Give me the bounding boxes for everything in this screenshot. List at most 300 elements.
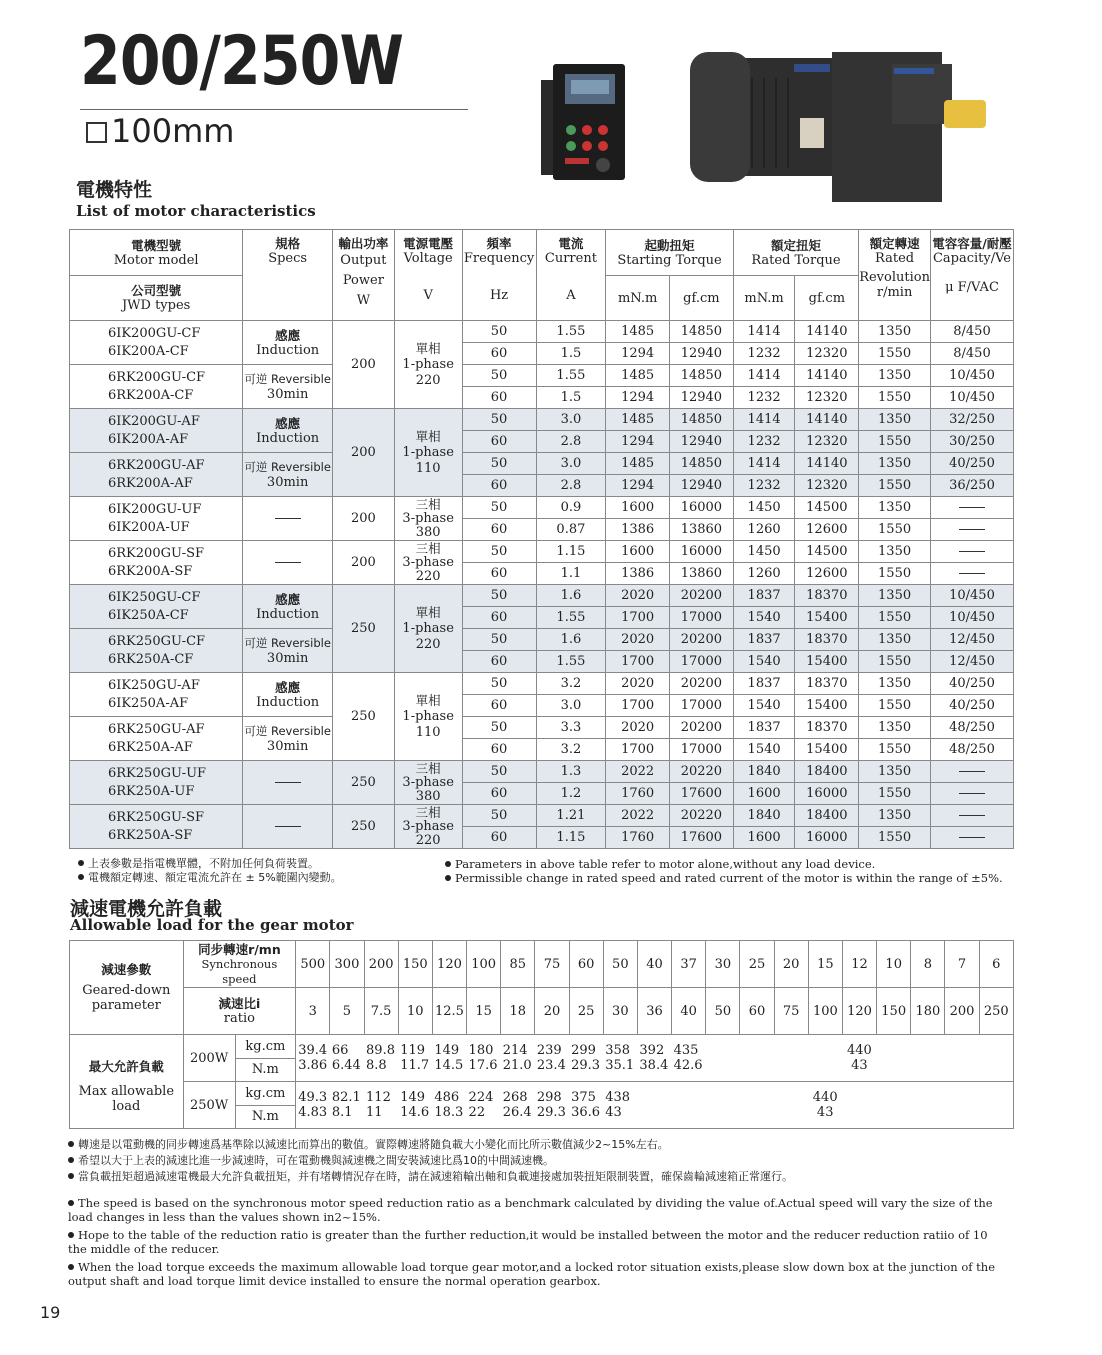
frame-size: [86, 112, 234, 150]
allowable-load-table: [69, 940, 1014, 1129]
sync-speed: 100: [467, 941, 501, 988]
gear-section-title-cn: 減速電機允許負載: [70, 898, 223, 920]
page-title: 200/250W: [80, 22, 404, 101]
capacitor: 12/450: [930, 629, 1013, 651]
data-cell: 60: [462, 563, 536, 585]
load-value: 49.3 4.83: [296, 1082, 330, 1129]
sync-speed: 6: [979, 941, 1013, 988]
capacitor: 12/450: [930, 651, 1013, 673]
data-cell: 1.21: [536, 805, 606, 827]
capacitor: 10/450: [930, 365, 1013, 387]
bullet-icon: [445, 875, 451, 881]
sync-speed: 500: [296, 941, 330, 988]
ratio: 12.5: [432, 988, 466, 1035]
capacitor: 10/450: [930, 607, 1013, 629]
gear-notes-en: The speed is based on the synchronous motor speed reduction ratio as a benchmark calculated by dividing the value of.Actual speed will vary the size of the load changes in less than the values shown in2~15%. Hope to the table of the reduction ratio is greater than the further reduction,it would be installed between the motor and the reducer reduction ratiio of 10 the middle of the reducer. When the load torque exceeds the maximum allowable load torque gear motor,and a locked rotor situation exists,please slow down box at the junction of the output shaft and load torque limit device installed to ensure the normal operation gearbox.: [68, 1196, 996, 1288]
data-cell: 0.9: [536, 497, 606, 519]
header-rated-speed: 額定轉速 Rated Revolution r/min: [859, 230, 931, 321]
data-cell: 1485: [606, 365, 670, 387]
spec: 感應 Induction: [243, 409, 333, 453]
unit-starting-gfcm: gf.cm: [670, 276, 734, 321]
load-value: 298 29.3: [535, 1082, 569, 1129]
data-cell: 1232: [733, 387, 795, 409]
spec-none: [243, 541, 333, 585]
sync-speed: 85: [501, 941, 535, 988]
motor-model: 6RK200GU-AF 6RK200A-AF: [70, 453, 243, 497]
data-cell: 12320: [795, 387, 859, 409]
data-cell: 16000: [670, 541, 734, 563]
data-cell: 1294: [606, 475, 670, 497]
output-power: 250: [332, 805, 394, 849]
header-frequency: 頻率 Frequency Hz: [462, 230, 536, 321]
load-value: 214 21.0: [501, 1035, 535, 1082]
header-rated-torque: 額定扭矩 Rated Torque: [733, 230, 858, 276]
sync-speed: 200: [364, 941, 398, 988]
load-value: 39.4 3.86: [296, 1035, 330, 1082]
data-cell: 50: [462, 453, 536, 475]
data-cell: 1837: [733, 673, 795, 695]
sync-speed: 25: [740, 941, 774, 988]
output-power: 200: [332, 409, 394, 497]
capacitor-none: [930, 805, 1013, 827]
motor-model: 6RK250GU-SF 6RK250A-SF: [70, 805, 243, 849]
header-specs: 規格 Specs: [243, 230, 333, 321]
motor-model: 6RK250GU-CF 6RK250A-CF: [70, 629, 243, 673]
spec: 可逆 Reversible 30min: [243, 629, 333, 673]
table-row: [70, 541, 1014, 563]
data-cell: 15400: [795, 651, 859, 673]
data-cell: 18370: [795, 717, 859, 739]
table-row: [70, 497, 1014, 519]
sync-speed-label: 同步轉速r/mn Synchronous speed: [183, 941, 296, 988]
table-row: [70, 453, 1014, 475]
data-cell: 60: [462, 607, 536, 629]
table-row: [70, 761, 1014, 783]
data-cell: 1.2: [536, 783, 606, 805]
data-cell: 16000: [795, 827, 859, 849]
data-cell: 1.6: [536, 585, 606, 607]
data-cell: 20220: [670, 805, 734, 827]
capacitor: 10/450: [930, 387, 1013, 409]
data-cell: 12320: [795, 431, 859, 453]
load-value: 66 6.44: [330, 1035, 364, 1082]
data-cell: 3.0: [536, 695, 606, 717]
data-cell: 1550: [859, 431, 931, 453]
ratio: 50: [706, 988, 740, 1035]
load-value: 112 11: [364, 1082, 398, 1129]
data-cell: 1540: [733, 739, 795, 761]
motor-model: 6IK250GU-CF 6IK250A-CF: [70, 585, 243, 629]
gear-section-title-en: Allowable load for the gear motor: [70, 916, 354, 934]
data-cell: 60: [462, 739, 536, 761]
data-cell: 1550: [859, 387, 931, 409]
data-cell: 20220: [670, 761, 734, 783]
capacitor: 48/250: [930, 739, 1013, 761]
data-cell: 1550: [859, 695, 931, 717]
capacitor: 40/250: [930, 453, 1013, 475]
header-motor-model: 電機型號 Motor model: [70, 230, 243, 276]
spec: 可逆 Reversible 30min: [243, 717, 333, 761]
bullet-icon: [78, 860, 84, 866]
load-value: 149 14.6: [398, 1082, 432, 1129]
spec: 感應 Induction: [243, 585, 333, 629]
data-cell: 1294: [606, 343, 670, 365]
sync-speed: 15: [808, 941, 842, 988]
data-cell: 1700: [606, 695, 670, 717]
data-cell: 12600: [795, 563, 859, 585]
sync-speed: 300: [330, 941, 364, 988]
data-cell: 1550: [859, 475, 931, 497]
voltage: 三相 3-phase 220: [394, 541, 462, 585]
data-cell: 12320: [795, 343, 859, 365]
data-cell: 2020: [606, 585, 670, 607]
data-cell: 1260: [733, 519, 795, 541]
ratio: 250: [979, 988, 1013, 1035]
data-cell: 1550: [859, 651, 931, 673]
data-cell: 50: [462, 761, 536, 783]
data-cell: 14140: [795, 409, 859, 431]
data-cell: 1550: [859, 563, 931, 585]
ratio: 7.5: [364, 988, 398, 1035]
data-cell: 12600: [795, 519, 859, 541]
data-cell: 1.3: [536, 761, 606, 783]
data-cell: 60: [462, 651, 536, 673]
data-cell: 50: [462, 629, 536, 651]
header-jwd-types: 公司型號 JWD types: [70, 276, 243, 321]
motor-model: 6IK200GU-CF 6IK200A-CF: [70, 321, 243, 365]
data-cell: 12940: [670, 431, 734, 453]
load-value: 149 14.5: [432, 1035, 466, 1082]
data-cell: 60: [462, 475, 536, 497]
data-cell: 1485: [606, 321, 670, 343]
data-cell: 1350: [859, 541, 931, 563]
motor-model: 6RK250GU-AF 6RK250A-AF: [70, 717, 243, 761]
gear-notes-cn: 轉速是以電動機的同步轉速爲基準除以減速比而算出的數值。實際轉速將隨負載大小變化而比所示數值減少2~15%左右。 希望以大于上表的減速比進一步減速時，可在電動機與減速機之間安裝減速比爲10的中間減速機。 當負載扭矩超過減速電機最大允許負載扭矩，并有堵轉情況存在時，請在減速箱輸出軸和負載連接處加裝扭矩限制裝置，確保齒輪減速箱正常運行。: [68, 1137, 1028, 1185]
data-cell: 1350: [859, 321, 931, 343]
data-cell: 1550: [859, 783, 931, 805]
data-cell: 14850: [670, 321, 734, 343]
data-cell: 60: [462, 343, 536, 365]
data-cell: 1837: [733, 629, 795, 651]
data-cell: 60: [462, 387, 536, 409]
data-cell: 50: [462, 365, 536, 387]
data-cell: 13860: [670, 519, 734, 541]
ratio: 60: [740, 988, 774, 1035]
data-cell: 1700: [606, 651, 670, 673]
ratio-label: 減速比i ratio: [183, 988, 296, 1035]
load-value: 358 35.1: [603, 1035, 637, 1082]
data-cell: 1600: [733, 783, 795, 805]
ratio: 100: [808, 988, 842, 1035]
load-value: 375 36.6: [569, 1082, 603, 1129]
ratio: 18: [501, 988, 535, 1035]
load-value: 180 17.6: [467, 1035, 501, 1082]
header-voltage: 電源電壓 Voltage V: [394, 230, 462, 321]
data-cell: 3.0: [536, 453, 606, 475]
speed-row: [70, 941, 1014, 988]
data-cell: 1.5: [536, 387, 606, 409]
voltage: 單相 1-phase 220: [394, 585, 462, 673]
motor-model: 6RK200GU-SF 6RK200A-SF: [70, 541, 243, 585]
capacitor: 30/250: [930, 431, 1013, 453]
data-cell: 17600: [670, 827, 734, 849]
data-cell: 1350: [859, 497, 931, 519]
data-cell: 3.2: [536, 673, 606, 695]
unit-rated-gfcm: gf.cm: [795, 276, 859, 321]
data-cell: 14850: [670, 409, 734, 431]
data-cell: 12320: [795, 475, 859, 497]
data-cell: 1.55: [536, 651, 606, 673]
load-value: 268 26.4: [501, 1082, 535, 1129]
capacitor-none: [930, 563, 1013, 585]
data-cell: 50: [462, 585, 536, 607]
output-power: 250: [332, 673, 394, 761]
data-cell: 1260: [733, 563, 795, 585]
bullet-icon: [68, 1173, 74, 1179]
header-output: 輸出功率 Output Power W: [332, 230, 394, 321]
spec: 感應 Induction: [243, 321, 333, 365]
sync-speed: 7: [945, 941, 979, 988]
data-cell: 1550: [859, 739, 931, 761]
data-cell: 1350: [859, 629, 931, 651]
data-cell: 1350: [859, 585, 931, 607]
data-cell: 1350: [859, 673, 931, 695]
data-cell: 3.2: [536, 739, 606, 761]
ratio: 120: [842, 988, 876, 1035]
data-cell: 50: [462, 409, 536, 431]
ratio: 20: [535, 988, 569, 1035]
data-cell: 1550: [859, 607, 931, 629]
data-cell: 1540: [733, 695, 795, 717]
bullet-icon: [445, 861, 451, 867]
bullet-icon: [68, 1232, 74, 1238]
data-cell: 16000: [670, 497, 734, 519]
data-cell: 1760: [606, 783, 670, 805]
data-cell: 50: [462, 717, 536, 739]
data-cell: 17000: [670, 739, 734, 761]
data-cell: 60: [462, 519, 536, 541]
data-cell: 50: [462, 497, 536, 519]
data-cell: 1.6: [536, 629, 606, 651]
data-cell: 15400: [795, 607, 859, 629]
data-cell: 1232: [733, 475, 795, 497]
capacitor: 32/250: [930, 409, 1013, 431]
data-cell: 1550: [859, 519, 931, 541]
data-cell: 1.55: [536, 607, 606, 629]
data-cell: 1350: [859, 761, 931, 783]
voltage: 三相 3-phase 380: [394, 761, 462, 805]
data-cell: 1600: [733, 827, 795, 849]
data-cell: 13860: [670, 563, 734, 585]
data-cell: 1232: [733, 431, 795, 453]
data-cell: 15400: [795, 739, 859, 761]
data-cell: 18400: [795, 805, 859, 827]
title-divider: [80, 109, 468, 110]
ratio: 5: [330, 988, 364, 1035]
data-cell: 18400: [795, 761, 859, 783]
spec: 可逆 Reversible 30min: [243, 453, 333, 497]
data-cell: 1485: [606, 409, 670, 431]
voltage: 單相 1-phase 110: [394, 673, 462, 761]
data-cell: 17000: [670, 695, 734, 717]
section-title-en: List of motor characteristics: [76, 202, 316, 220]
ratio: 40: [672, 988, 706, 1035]
data-cell: 1350: [859, 409, 931, 431]
ratio: 36: [637, 988, 671, 1035]
data-cell: 14500: [795, 541, 859, 563]
data-cell: 60: [462, 783, 536, 805]
data-cell: 50: [462, 321, 536, 343]
data-cell: 18370: [795, 585, 859, 607]
table-row: [70, 409, 1014, 431]
data-cell: 1350: [859, 717, 931, 739]
capacitor: 40/250: [930, 673, 1013, 695]
data-cell: 1414: [733, 365, 795, 387]
motor-model: 6IK200GU-UF 6IK200A-UF: [70, 497, 243, 541]
data-cell: 1450: [733, 497, 795, 519]
data-cell: 1350: [859, 805, 931, 827]
data-cell: 12940: [670, 343, 734, 365]
bullet-icon: [78, 874, 84, 880]
spec-none: [243, 805, 333, 849]
data-cell: 1.15: [536, 541, 606, 563]
bullet-icon: [68, 1141, 74, 1147]
output-power: 250: [332, 585, 394, 673]
sync-speed: 10: [877, 941, 911, 988]
ratio: 150: [877, 988, 911, 1035]
data-cell: 2020: [606, 629, 670, 651]
sync-speed: 37: [672, 941, 706, 988]
data-cell: 1386: [606, 563, 670, 585]
capacitor-none: [930, 761, 1013, 783]
ratio: 30: [603, 988, 637, 1035]
data-cell: 1294: [606, 431, 670, 453]
motor-characteristics-table: [69, 229, 1014, 849]
sync-speed: 12: [842, 941, 876, 988]
sync-speed: 20: [774, 941, 808, 988]
data-cell: 17600: [670, 783, 734, 805]
data-cell: 14140: [795, 321, 859, 343]
sync-speed: 120: [432, 941, 466, 988]
data-cell: 50: [462, 673, 536, 695]
voltage: 單相 1-phase 220: [394, 321, 462, 409]
table-row: [70, 629, 1014, 651]
data-cell: 1414: [733, 321, 795, 343]
table-row: [70, 717, 1014, 739]
voltage: 三相 3-phase 220: [394, 805, 462, 849]
load-row-r200: [70, 1035, 1014, 1082]
motor-model: 6RK250GU-UF 6RK250A-UF: [70, 761, 243, 805]
load-value-rest: 440 43: [637, 1082, 1013, 1129]
capacitor-none: [930, 827, 1013, 849]
data-cell: 3.0: [536, 409, 606, 431]
data-cell: 1600: [606, 497, 670, 519]
ratio: 75: [774, 988, 808, 1035]
data-cell: 1540: [733, 651, 795, 673]
load-value: 486 18.3: [432, 1082, 466, 1129]
ratio: 10: [398, 988, 432, 1035]
data-cell: 20200: [670, 673, 734, 695]
table-row: [70, 365, 1014, 387]
data-cell: 17000: [670, 607, 734, 629]
bullet-icon: [68, 1264, 74, 1270]
data-cell: 1386: [606, 519, 670, 541]
voltage: 三相 3-phase 380: [394, 497, 462, 541]
data-cell: 2020: [606, 673, 670, 695]
data-cell: 3.3: [536, 717, 606, 739]
data-cell: 12940: [670, 387, 734, 409]
output-power: 200: [332, 321, 394, 409]
data-cell: 17000: [670, 651, 734, 673]
output-power: 200: [332, 497, 394, 541]
ratio: 25: [569, 988, 603, 1035]
data-cell: 50: [462, 805, 536, 827]
data-cell: 2.8: [536, 431, 606, 453]
capacitor-none: [930, 497, 1013, 519]
load-unit-cell: 250W kg.cm N.m: [183, 1082, 296, 1129]
spec-none: [243, 761, 333, 805]
ratio: 15: [467, 988, 501, 1035]
data-cell: 1414: [733, 453, 795, 475]
data-cell: 60: [462, 827, 536, 849]
data-cell: 60: [462, 695, 536, 717]
data-cell: 20200: [670, 717, 734, 739]
ratio-row: [70, 988, 1014, 1035]
data-cell: 1837: [733, 585, 795, 607]
data-cell: 1540: [733, 607, 795, 629]
data-cell: 2.8: [536, 475, 606, 497]
load-unit-cell: 200W kg.cm N.m: [183, 1035, 296, 1082]
header-current: 電流 Current A: [536, 230, 606, 321]
data-cell: 12940: [670, 475, 734, 497]
geared-down-param: 減速參數 Geared-down parameter: [70, 941, 184, 1035]
max-load-label: 最大允許負載 Max allowable load: [70, 1035, 184, 1129]
spec: 可逆 Reversible 30min: [243, 365, 333, 409]
motor-model: 6RK200GU-CF 6RK200A-CF: [70, 365, 243, 409]
capacitor: 48/250: [930, 717, 1013, 739]
data-cell: 60: [462, 431, 536, 453]
page-number: 19: [40, 1303, 61, 1322]
load-value: 89.8 8.8: [364, 1035, 398, 1082]
output-power: 250: [332, 761, 394, 805]
load-value: 239 23.4: [535, 1035, 569, 1082]
capacitor-none: [930, 783, 1013, 805]
sync-speed: 30: [706, 941, 740, 988]
load-value: 82.1 8.1: [330, 1082, 364, 1129]
speed-controller-image: [535, 60, 630, 185]
data-cell: 1.5: [536, 343, 606, 365]
spec: 感應 Induction: [243, 673, 333, 717]
data-cell: 1837: [733, 717, 795, 739]
data-cell: 14850: [670, 453, 734, 475]
data-cell: 18370: [795, 629, 859, 651]
ratio: 180: [911, 988, 945, 1035]
ratio: 200: [945, 988, 979, 1035]
data-cell: 1232: [733, 343, 795, 365]
capacitor: 8/450: [930, 321, 1013, 343]
table-row: [70, 673, 1014, 695]
data-cell: 2022: [606, 761, 670, 783]
gear-motor-image: [682, 38, 992, 203]
data-cell: 0.87: [536, 519, 606, 541]
data-cell: 14850: [670, 365, 734, 387]
load-value-rest: 440 43: [706, 1035, 1014, 1082]
sync-speed: 50: [603, 941, 637, 988]
load-value: 224 22: [467, 1082, 501, 1129]
unit-starting-mnm: mN.m: [606, 276, 670, 321]
capacitor-none: [930, 541, 1013, 563]
data-cell: 1.55: [536, 321, 606, 343]
